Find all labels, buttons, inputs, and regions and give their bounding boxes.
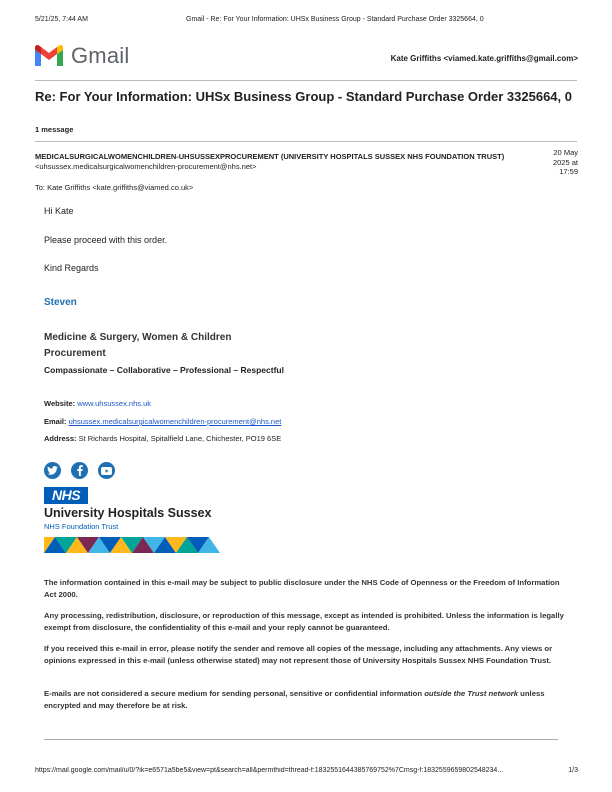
greeting: Hi Kate [44,206,74,216]
disclaimer-p4-end: unless encrypted and may therefore be at risk. [44,689,545,710]
print-title: Gmail - Re: For Your Information: UHSx Business Group - Standard Purchase Order 3325664, 0 [186,16,484,23]
sent-date-line2: 2025 at [552,157,578,167]
disclaimer-paragraph-2: Any processing, redistribution, disclosure, or reproduction of this message, except as intended is prohibited. Unless the information is legally exempt from disclosure, the confidentiality of this e-mail and your reply cannot be guaranteed. [44,611,564,632]
sent-date-line1: 20 May [553,148,578,157]
dept-line1: Medicine & Surgery, Women & Children [44,332,232,343]
trust-name: University Hospitals Sussex [44,506,212,520]
subject-divider [35,141,577,142]
disclaimer-p4-start: E-mails are not considered a secure medium for sending personal, sensitive or confidential information [44,689,425,698]
disclaimer-paragraph-3: If you received this e-mail in error, please notify the sender and remove all copies of the message, including any attachments. Any views or opinions expressed in this e-mail (unless otherwise stated) may not represent those of University Hospitals Sussex NHS Foundation Trust. [44,644,553,665]
dept-line2: Procurement [44,348,106,359]
social-links [44,462,115,479]
to-line: To: Kate Griffiths <kate.griffiths@viamed.co.uk> [35,183,194,192]
gmail-m-icon [33,44,65,68]
print-date: 5/21/25, 7:44 AM [35,16,88,23]
trust-colour-stripe [44,537,222,553]
disclaimer-p4-italic: outside the Trust network [424,689,519,698]
thread-subject: Re: For Your Information: UHSx Business Group - Standard Purchase Order 3325664, 0 [35,89,572,104]
sent-date [518,148,578,177]
closing: Kind Regards [44,263,99,273]
sender-line [35,152,525,172]
body-text: Please proceed with this order. [44,235,168,245]
website-label: Website: [44,399,76,408]
sender-name: MEDICALSURGICALWOMENCHILDREN-UHSUSSEXPROCUREMENT (UNIVERSITY HOSPITALS SUSSEX NHS FOUNDATION TRUST) [35,152,505,161]
signature-department [44,330,231,362]
email-link[interactable]: uhsussex.medicalsurgicalwomenchildren-procurement@nhs.net [68,417,282,426]
twitter-icon[interactable] [44,462,61,479]
website-link[interactable]: www.uhsussex.nhs.uk [77,399,152,408]
address-text: St Richards Hospital, Spitalfield Lane, Chichester, PO19 6SE [78,434,282,443]
print-page-number: 1/3 [568,767,578,774]
youtube-icon[interactable] [98,462,115,479]
print-footer-url: https://mail.google.com/mail/u/0/?ik=e6571a5be5&view=pt&search=all&permthid=thread-f:1832551644385769752%7Cmsg-f:1832559659802548234... [35,767,504,774]
header-divider [35,80,577,81]
facebook-icon[interactable] [71,462,88,479]
nhs-logo: NHS [44,487,88,504]
footer-divider [44,739,558,740]
signature-name: Steven [44,297,77,308]
sender-email: <uhsussex.medicalsurgicalwomenchildren-procurement@nhs.net> [35,162,257,171]
account-line: Kate Griffiths <viamed.kate.griffiths@gmail.com> [390,54,578,63]
gmail-logo[interactable] [33,43,129,69]
message-count: 1 message [35,125,74,134]
email-line [44,417,281,426]
gmail-wordmark: Gmail [71,43,130,68]
disclaimer-paragraph-1: The information contained in this e-mail may be subject to public disclosure under the NHS Code of Openness or the Freedom of Information Act 2000. [44,578,560,599]
signature-values: Compassionate – Collaborative – Professional – Respectful [44,365,284,375]
address-label: Address: [44,434,77,443]
website-line [44,399,151,408]
disclaimer-paragraph-4 [44,688,572,711]
trust-subtitle: NHS Foundation Trust [44,522,119,531]
address-line [44,434,281,443]
sent-date-line3: 17:59 [559,167,578,176]
email-label: Email: [44,417,67,426]
